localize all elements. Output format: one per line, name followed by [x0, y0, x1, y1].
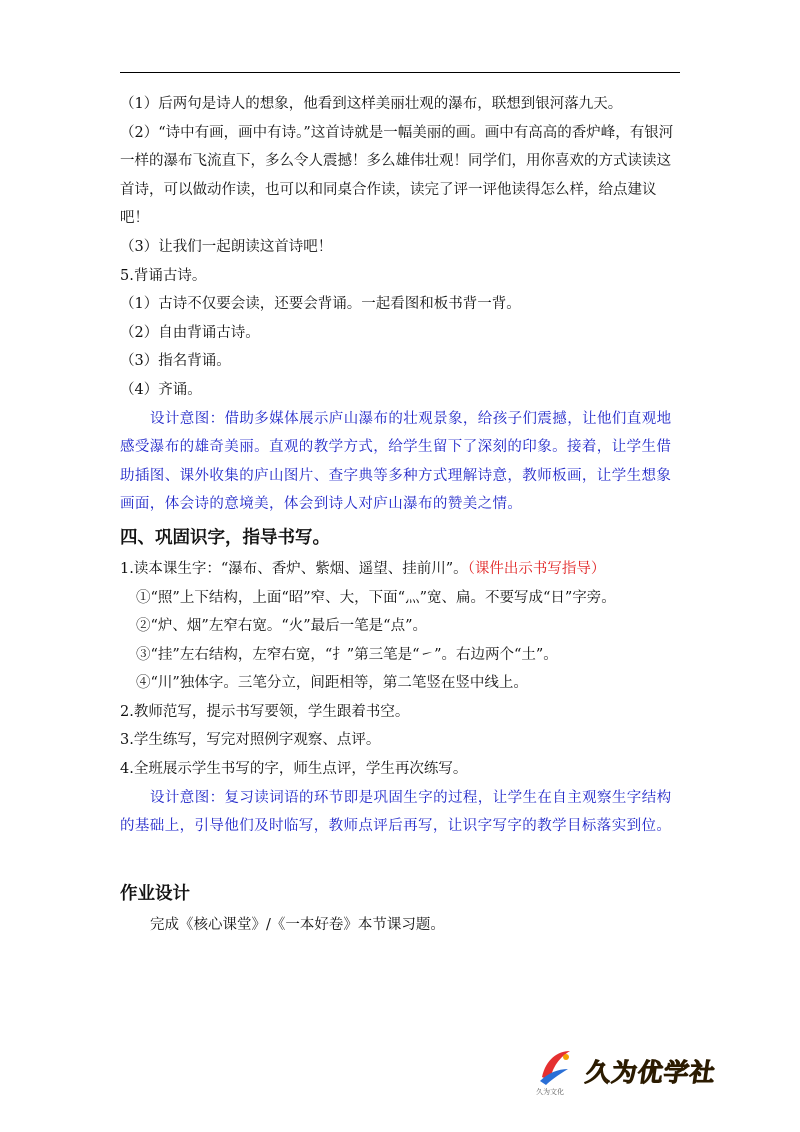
step5-item-1: （1）古诗不仅要会读，还要会背诵。一起看图和板书背一背。: [120, 296, 521, 313]
document-body: [120, 90, 680, 939]
homework-text: 完成《核心课堂》/《一本好卷》本节课习题。: [150, 916, 445, 933]
writing-tip-1: ①“照”上下结构，上面“昭”窄、大，下面“灬”宽、扁。不要写成“日”字旁。: [136, 589, 616, 606]
paragraph-item-1: （1）后两句是诗人的想象，他看到这样美丽壮观的瀑布，联想到银河落九天。: [120, 96, 623, 112]
brand-char-1: 久: [583, 1058, 614, 1087]
publisher-logo-icon: [536, 1047, 574, 1087]
design-note-1: 设计意图：借助多媒体展示庐山瀑布的壮观景象，给孩子们震撼，让他们直观地感受瀑布的雄奇美丽。直观的教学方式，给学生留下了深刻的印象。接着，让学生借助插图、课外收集的庐山图片、查字典等多种方式理解诗意，教师板画，让学生想象画面，体会诗的意境美，体会到诗人对庐山瀑布的赞美之情。: [120, 410, 672, 513]
step5-item-3: （3）指名背诵。: [120, 353, 231, 370]
section4-step2: 2.教师范写，提示书写要领，学生跟着书空。: [120, 703, 410, 720]
step5-title: 5.背诵古诗。: [120, 267, 207, 284]
spacer: [120, 841, 680, 875]
section4-step1: [120, 555, 680, 584]
writing-tip-2: ②“炉、烟”左窄右宽。“火”最后一笔是“点”。: [136, 618, 427, 635]
section4-heading: 四、巩固识字，指导书写。: [120, 527, 330, 548]
section4-step4: 4.全班展示学生书写的字，师生点评，学生再次练写。: [120, 761, 468, 778]
publisher-logo: [536, 1047, 736, 1099]
step1-courseware-note: （课件出示书写指导）: [467, 560, 606, 577]
step1-text: 1.读本课生字：“瀑布、香炉、紫烟、遥望、挂前川”。: [120, 560, 468, 577]
publisher-logo-brand: [583, 1053, 718, 1089]
brand-char-5: 社: [687, 1058, 718, 1087]
writing-tip-4: ④“川”独体字。三笔分立，间距相等，第二笔竖在竖中线上。: [136, 675, 528, 692]
paragraph-item-2: （2）“诗中有画，画中有诗。”这首诗就是一幅美丽的画。画中有高高的香炉峰，有银河一样的瀑布飞流直下，多么令人震撼！多么雄伟壮观！同学们，用你喜欢的方式读读这首诗，可以做动作读，也可以和同桌合作读，读完了评一评他读得怎么样，给点建议吧！: [120, 124, 674, 227]
section4-step3: 3.学生练写，写完对照例字观察、点评。: [120, 732, 381, 749]
brand-char-2: 为: [609, 1058, 640, 1087]
paragraph-item-3: （3）让我们一起朗读这首诗吧！: [120, 238, 333, 255]
step5-item-2: （2）自由背诵古诗。: [120, 324, 260, 341]
homework-heading: 作业设计: [120, 883, 190, 904]
step5-item-4: （4）齐诵。: [120, 381, 202, 398]
brand-char-4: 学: [661, 1058, 692, 1087]
design-note-2: 设计意图：复习读词语的环节即是巩固生字的过程，让学生在自主观察生字结构的基础上，引导他们及时临写，教师点评后再写，让识字写字的教学目标落实到位。: [120, 789, 672, 835]
header-rule: [120, 72, 680, 73]
writing-tip-3: ③“挂”左右结构，左窄右宽，“扌”第三笔是“㇀”。右边两个“土”。: [136, 646, 558, 663]
brand-char-3: 优: [635, 1058, 666, 1087]
publisher-logo-subtitle: 久为文化: [536, 1088, 564, 1096]
